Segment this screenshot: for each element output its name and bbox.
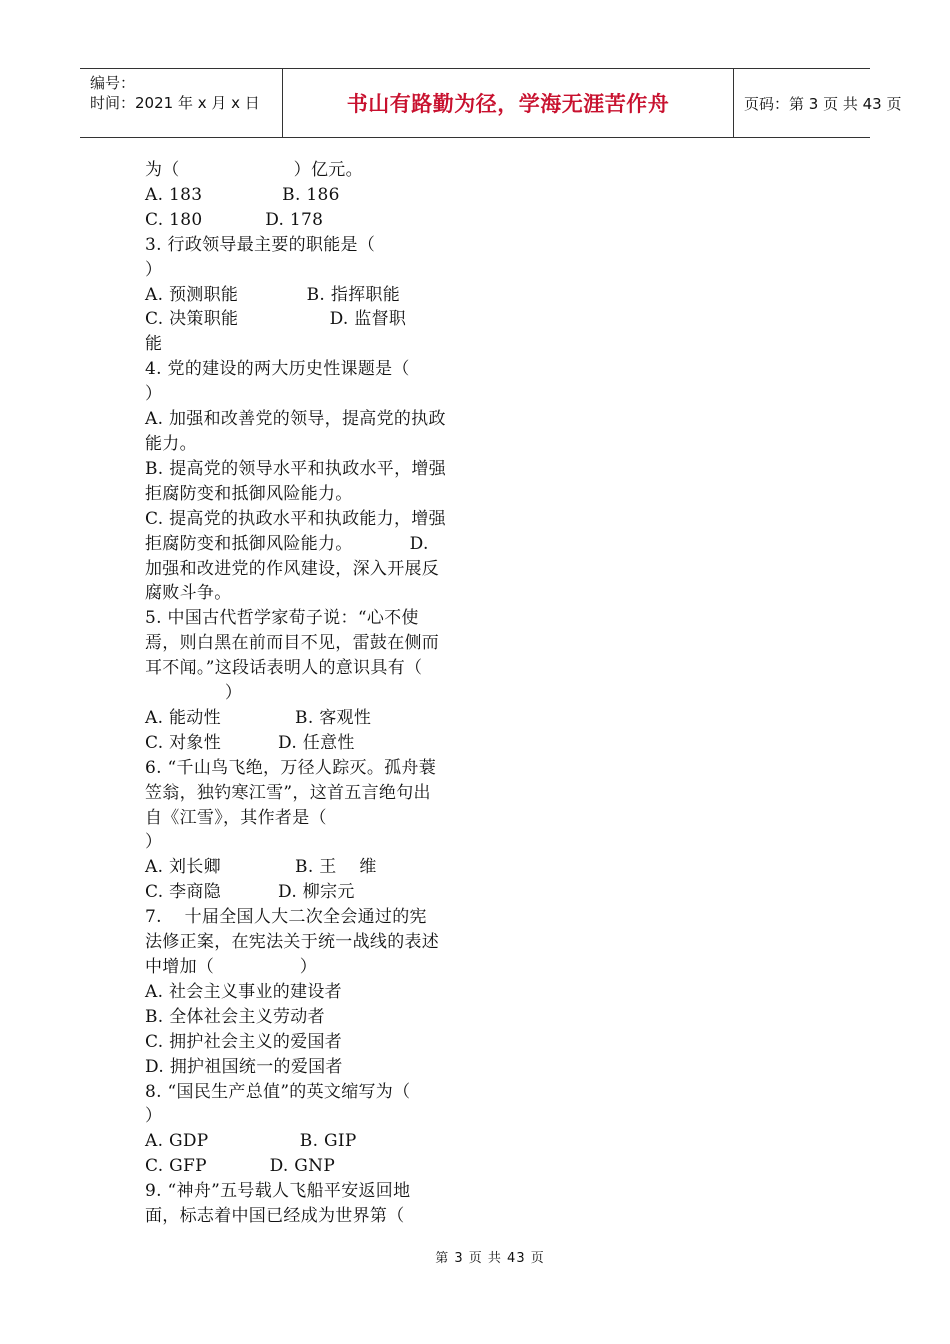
text-line: C. 对象性 D. 任意性 [145,732,355,753]
text-line: 中增加（ ） [145,957,318,977]
text-line: 拒腐防变和抵御风险能力。 [145,483,353,504]
text-line: ） [145,832,163,853]
text-line: D. 拥护祖国统一的爱国者 [145,1056,343,1077]
text-line: 为（ ）亿元。 [145,160,363,180]
text-line: 能力。 [145,433,197,454]
text-line: A. 刘长卿 B. 王 维 [145,857,377,878]
text-line: A. 预测职能 B. 指挥职能 [145,284,401,305]
text-line: C. 李商隐 D. 柳宗元 [145,882,355,903]
time-label: 时间：2021 年 x 月 x 日 [90,94,260,112]
text-line: C. 拥护社会主义的爱国者 [145,1031,343,1052]
question-content [145,158,490,1229]
text-line: C. 180 D. 178 [145,209,324,230]
text-line: 笠翁，独钓寒江雪”，这首五言绝句出 [145,782,431,803]
text-line: 9. “神舟”五号载人飞船平安返回地 [145,1181,411,1202]
text-line: 法修正案，在宪法关于统一战线的表述 [145,932,440,953]
text-line: 3. 行政领导最主要的职能是（ [145,234,376,255]
header-right-cell [734,69,902,137]
text-line: 5. 中国古代哲学家荀子说：“心不使 [145,608,419,629]
text-line: 7. 十届全国人大二次全会通过的宪 [145,907,427,928]
text-line: C. GFP D. GNP [145,1156,336,1177]
page-info: 页码：第 3 页 共 43 页 [744,94,902,113]
text-line: 自《江雪》，其作者是（ [145,807,327,828]
text-line: 耳不闻。”这段话表明人的意识具有（ [145,658,423,679]
text-line: 6. “千山鸟飞绝，万径人踪灭。孤舟蓑 [145,757,437,778]
text-line: B. 提高党的领导水平和执政水平，增强 [145,458,446,479]
text-line: ） [145,683,243,704]
text-line: 4. 党的建设的两大历史性课题是（ [145,359,410,380]
text-line: 能 [145,334,163,355]
header-middle-cell [282,69,734,137]
text-line: A. 183 B. 186 [145,184,340,205]
text-line: ） [145,1106,163,1127]
text-line: 焉，则白黑在前而目不见，雷鼓在侧而 [145,633,440,654]
text-line: 加强和改进党的作风建设，深入开展反 [145,558,440,579]
text-line: A. 社会主义事业的建设者 [145,981,342,1002]
text-line: ） [145,259,163,280]
header-table [80,68,902,138]
text-line: 拒腐防变和抵御风险能力。 D. [145,533,429,554]
text-line: A. 能动性 B. 客观性 [145,707,372,728]
text-line: ） [145,384,163,405]
slogan: 书山有路勤为径，学海无涯苦作舟 [346,92,670,116]
text-line: C. 决策职能 D. 监督职 [145,309,407,330]
number-label: 编号： [90,74,136,92]
text-line: 面，标志着中国已经成为世界第（ [145,1206,405,1227]
text-line: A. GDP B. GIP [145,1131,357,1152]
text-line: 腐败斗争。 [145,583,232,604]
text-line: B. 全体社会主义劳动者 [145,1006,325,1027]
header-left-cell [80,69,282,137]
text-line: A. 加强和改善党的领导，提高党的执政 [145,409,446,430]
text-line: 8. “国民生产总值”的英文缩写为（ [145,1081,411,1102]
text-line: C. 提高党的执政水平和执政能力，增强 [145,508,446,529]
page-footer: 第 3 页 共 43 页 [435,1251,545,1266]
